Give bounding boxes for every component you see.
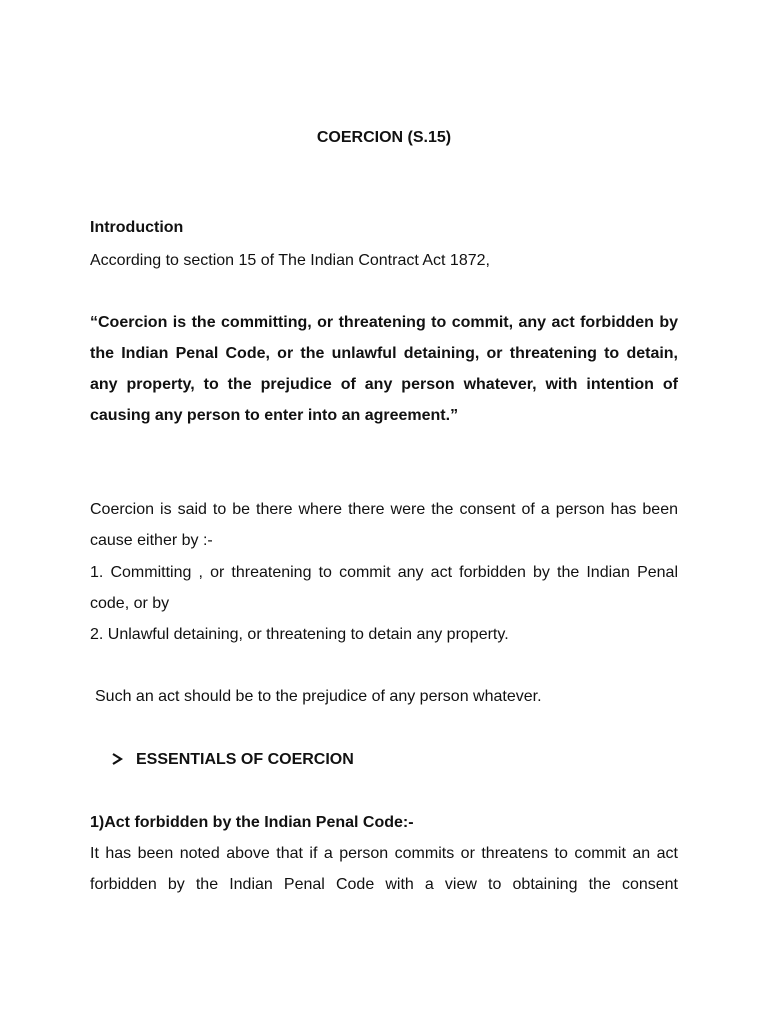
list-item-1: 1. Committing , or threatening to commit any act forbidden by the Indian Penal code, or by: [90, 564, 678, 612]
document-title: COERCION (S.15): [316, 129, 452, 146]
introduction-text: According to section 15 of The Indian Contract Act 1872,: [90, 252, 490, 269]
essentials-heading: ESSENTIALS OF COERCION: [136, 751, 354, 768]
prejudice-note: Such an act should be to the prejudice of any person whatever.: [95, 688, 542, 705]
definition-quote: “Coercion is the committing, or threatening to commit, any act forbidden by the Indian Penal Code, or the unlawful detaining, or threatening to detain, any property, to the prejudice of any person whatever, with intention of causing any person to enter into an agreement.”: [90, 314, 678, 424]
arrow-right-icon: [112, 744, 136, 775]
essentials-heading-row: [90, 744, 678, 775]
body-paragraph: It has been noted above that if a person commits or threatens to commit an act forbidden by the Indian Penal Code with a view to obtaining the consent: [90, 845, 678, 893]
introduction-heading: Introduction: [90, 219, 184, 236]
subheading-act-forbidden: 1)Act forbidden by the Indian Penal Code:-: [90, 814, 414, 831]
list-item-2: 2. Unlawful detaining, or threatening to detain any property.: [90, 626, 509, 643]
coercion-explanation: Coercion is said to be there where there were the consent of a person has been cause either by :-: [90, 501, 678, 549]
